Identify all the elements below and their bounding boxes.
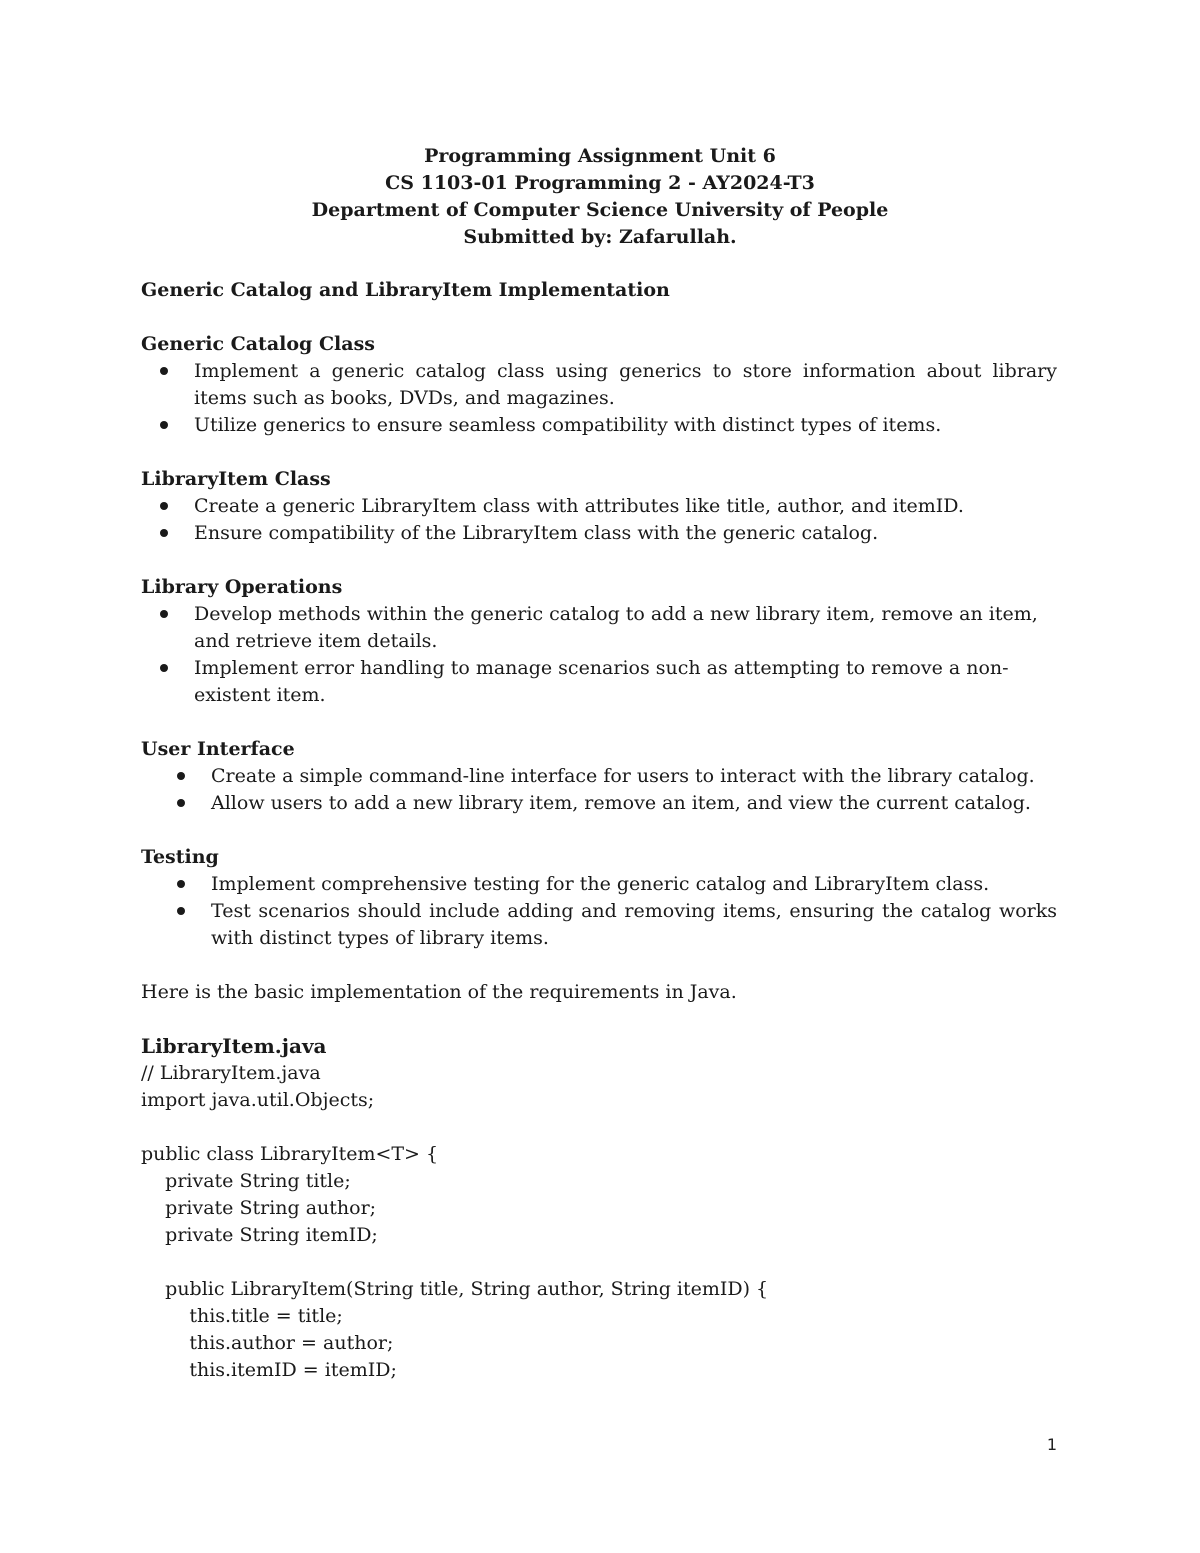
- code-line: [141, 1114, 1057, 1141]
- bullet-icon: [160, 664, 168, 672]
- list-item: Implement error handling to manage scenarios such as attempting to remove a non-existent item.: [141, 655, 1057, 709]
- code-line: [141, 1249, 1057, 1276]
- code-line: private String author;: [141, 1197, 377, 1219]
- bullet-list: [141, 358, 1057, 439]
- section-heading: Testing: [141, 846, 219, 868]
- doc-title: Generic Catalog and LibraryItem Implementation: [141, 279, 670, 301]
- code-line: // LibraryItem.java: [141, 1062, 321, 1084]
- document-body: [141, 277, 1057, 1384]
- document-header: [0, 143, 1200, 251]
- list-item: Implement a generic catalog class using generics to store information about library items such as books, DVDs, and magazines.: [141, 358, 1057, 412]
- bullet-icon: [177, 772, 185, 780]
- code-file-title: LibraryItem.java: [141, 1034, 327, 1058]
- department-line: Department of Computer Science University of People: [311, 199, 889, 221]
- bullet-list: [141, 601, 1057, 709]
- list-item: Ensure compatibility of the LibraryItem class with the generic catalog.: [141, 520, 1057, 547]
- section-heading: User Interface: [141, 738, 295, 760]
- code-line: this.itemID = itemID;: [141, 1359, 397, 1381]
- bullet-list: [141, 493, 1057, 547]
- bullet-icon: [177, 880, 185, 888]
- bullet-list: [141, 871, 1057, 952]
- bullet-icon: [177, 799, 185, 807]
- code-line: import java.util.Objects;: [141, 1089, 375, 1111]
- assignment-title: Programming Assignment Unit 6: [424, 145, 776, 167]
- list-item: Create a generic LibraryItem class with attributes like title, author, and itemID.: [141, 493, 1057, 520]
- list-item: Develop methods within the generic catalog to add a new library item, remove an item, and retrieve item details.: [141, 601, 1057, 655]
- section-heading: LibraryItem Class: [141, 468, 331, 490]
- code-line: public LibraryItem(String title, String author, String itemID) {: [141, 1278, 769, 1300]
- list-item: Utilize generics to ensure seamless compatibility with distinct types of items.: [141, 412, 1057, 439]
- page-number: 1: [1046, 1435, 1057, 1454]
- list-item: Create a simple command-line interface for users to interact with the library catalog.: [141, 763, 1057, 790]
- section-heading: Library Operations: [141, 576, 343, 598]
- bullet-list: [141, 763, 1057, 817]
- course-line: CS 1103-01 Programming 2 - AY2024-T3: [385, 172, 815, 194]
- code-line: public class LibraryItem<T> {: [141, 1143, 439, 1165]
- bullet-icon: [160, 421, 168, 429]
- code-line: private String title;: [141, 1170, 351, 1192]
- code-line: private String itemID;: [141, 1224, 378, 1246]
- intro-paragraph: Here is the basic implementation of the requirements in Java.: [141, 981, 737, 1003]
- list-item: Implement comprehensive testing for the generic catalog and LibraryItem class.: [141, 871, 1057, 898]
- code-line: this.title = title;: [141, 1305, 343, 1327]
- code-block: [141, 1060, 1057, 1384]
- bullet-icon: [160, 529, 168, 537]
- bullet-icon: [160, 367, 168, 375]
- bullet-icon: [160, 502, 168, 510]
- list-item: Allow users to add a new library item, remove an item, and view the current catalog.: [141, 790, 1057, 817]
- submitted-by-line: Submitted by: Zafarullah.: [463, 226, 737, 248]
- code-line: this.author = author;: [141, 1332, 394, 1354]
- section-heading: Generic Catalog Class: [141, 333, 375, 355]
- list-item: Test scenarios should include adding and removing items, ensuring the catalog works with distinct types of library items.: [141, 898, 1057, 952]
- bullet-icon: [160, 610, 168, 618]
- bullet-icon: [177, 907, 185, 915]
